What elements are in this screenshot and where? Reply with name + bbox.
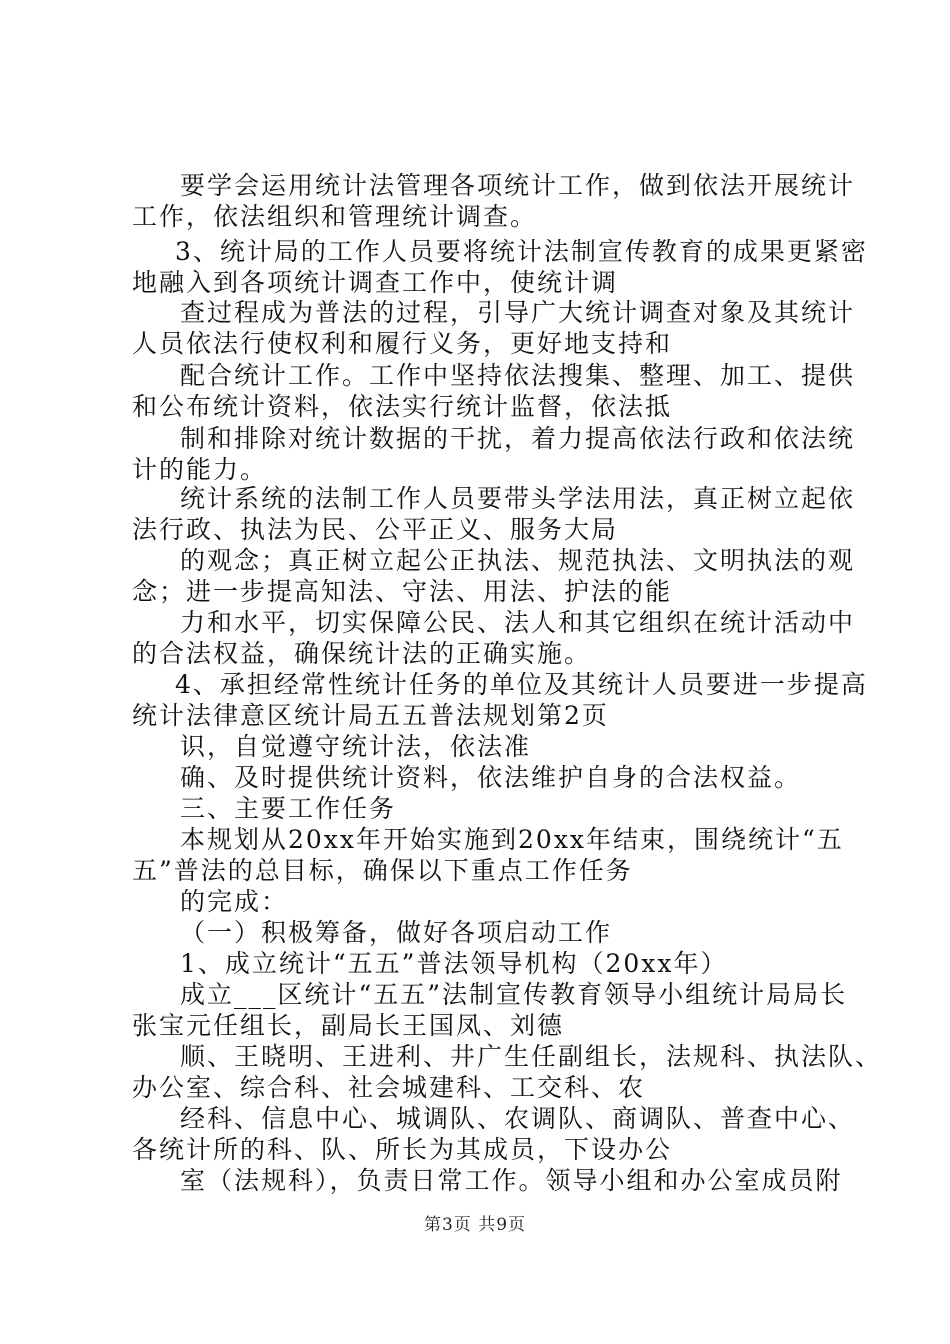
text-line: 力和水平，切实保障公民、法人和其它组织在统计活动中 — [180, 608, 856, 637]
text-line: 要学会运用统计法管理各项统计工作，做到依法开展统计 — [180, 171, 856, 200]
text-line: 的观念；真正树立起公正执法、规范执法、文明执法的观 — [180, 546, 856, 575]
text-line: 室（法规科），负责日常工作。领导小组和办公室成员附 — [180, 1166, 843, 1195]
text-line: 经科、信息中心、城调队、农调队、商调队、普查中心、 — [180, 1104, 856, 1133]
text-line: 统计系统的法制工作人员要带头学法用法，真正树立起依 — [180, 484, 856, 513]
text-line: 查过程成为普法的过程，引导广大统计调查对象及其统计 — [180, 298, 856, 327]
text-line: 法行政、执法为民、公平正义、服务大局 — [132, 515, 619, 544]
text-line: 配合统计工作。工作中坚持依法搜集、整理、加工、提供 — [180, 361, 856, 390]
text-line: 本规划从20xx年开始实施到20xx年结束，围绕统计“五 — [180, 825, 844, 854]
text-line: 计的能力。 — [132, 455, 268, 484]
text-line: 人员依法行使权利和履行义务，更好地支持和 — [132, 329, 673, 358]
text-line: 办公室、综合科、社会城建科、工交科、农 — [132, 1073, 646, 1102]
text-line: 三、主要工作任务 — [180, 794, 397, 823]
text-line: 制和排除对统计数据的干扰，着力提高依法行政和依法统 — [180, 424, 856, 453]
text-line: 1、成立统计“五五”普法领导机构（20xx年） — [180, 949, 728, 978]
text-line: 3、统计局的工作人员要将统计法制宣传教育的成果更紧密 — [175, 237, 868, 266]
text-line: 工作，依法组织和管理统计调查。 — [132, 202, 538, 231]
text-line: （一）积极筹备，做好各项启动工作 — [180, 918, 613, 947]
text-line: 确、及时提供统计资料，依法维护自身的合法权益。 — [180, 763, 802, 792]
text-line: 成立___区统计“五五”法制宣传教育领导小组统计局局长 — [180, 980, 848, 1009]
page-number-footer: 第3页 共9页 — [423, 1215, 527, 1235]
text-line: 张宝元任组长，副局长王国凤、刘德 — [132, 1011, 565, 1040]
text-line: 念；进一步提高知法、守法、用法、护法的能 — [132, 577, 673, 606]
text-line: 地融入到各项统计调查工作中，使统计调 — [132, 268, 619, 297]
text-line: 的合法权益，确保统计法的正确实施。 — [132, 639, 592, 668]
text-line: 的完成： — [180, 887, 289, 916]
text-line: 4、承担经常性统计任务的单位及其统计人员要进一步提高 — [175, 670, 868, 699]
text-line: 统计法律意区统计局五五普法规划第2页 — [132, 701, 609, 730]
text-line: 各统计所的科、队、所长为其成员，下设办公 — [132, 1135, 673, 1164]
text-line: 和公布统计资料，依法实行统计监督，依法抵 — [132, 392, 673, 421]
text-line: 五”普法的总目标，确保以下重点工作任务 — [132, 856, 633, 885]
text-line: 识，自觉遵守统计法，依法准 — [180, 732, 532, 761]
text-line: 顺、王晓明、王进利、井广生任副组长，法规科、执法队、 — [180, 1042, 883, 1071]
